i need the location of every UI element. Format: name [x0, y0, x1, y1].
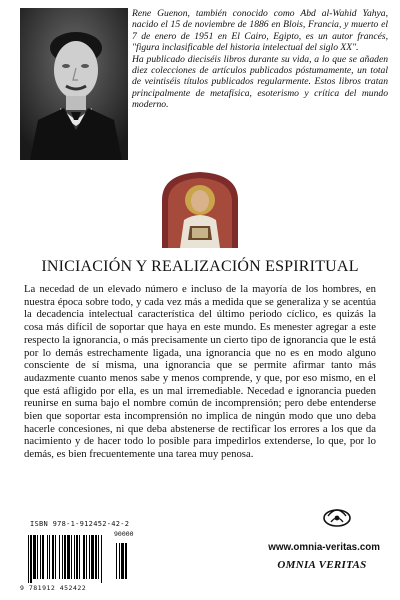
author-portrait	[20, 8, 128, 160]
publisher-logo	[322, 502, 352, 532]
description-paragraph: La necedad de un elevado número e incluso de la mayoría de los hombres, en nuestra época sobre todo, y cada vez más a medida que se generaliza y se acentúa la decadencia intelectual característica del último periodo cíclico, es quizás la cosa más difícil de soportar que haya en este mundo. Es menester agregar a este respecto la ignorancia, o más precisamente un cierto tipo de ignorancia que le está por lo demás estrechamente ligada, una ignorancia que no es en modo alguno consciente de sí misma, una ignorancia que se permite afirmar tanto más audazmente cuanto menos sabe y menos comprende, y que, por eso mismo, en el que está afligido por ella, es un mal irremediable. Necedad e ignorancia pueden reunirse en suma bajo el nombre común de incomprensión; pero debe entenderse bien que soportar esta incomprensión no implica de ningún modo que uno deba hacerle concesiones, ni que deba abstenerse de rectificar los errores a los que da nacimiento y de hacer todo lo posible para impedirlos extenderse, lo que, por lo demás, es bien frecuentemente una tarea muy penosa.	[24, 283, 376, 461]
publisher-name: OMNIA VERITAS	[277, 559, 367, 571]
publisher-website[interactable]: www.omnia-veritas.com	[268, 542, 380, 553]
bio-paragraph-2: Ha publicado dieciséis libros durante su vida, a lo que se añaden diez colecciones de artículos publicados póstumamente, un total de veintiséis títulos publicados regularmente. Estos libros tratan principalmente de metafísica, esoterismo y crítica del mundo moderno.	[132, 53, 388, 111]
barcode-digits: 9 781912 452422	[20, 584, 87, 592]
religious-painting	[152, 170, 248, 248]
bio-paragraph-1: Rene Guenon, también conocido como Abd al-Wahid Yahya, nacido el 15 de noviembre de 1886 en Blois, Francia, y muerto el 7 de enero de 1951 en El Cairo, Egipto, es un autor francés, "figura inclasificable del historia intelectual del siglo XX".	[132, 8, 388, 54]
painting-image	[152, 170, 248, 248]
isbn-barcode	[24, 519, 140, 591]
portrait-image	[20, 8, 128, 160]
isbn-label: ISBN 978-1-912452-42-2	[30, 520, 130, 528]
book-description	[24, 283, 376, 461]
book-title: INICIACIÓN Y REALIZACIÓN ESPIRITUAL	[41, 258, 359, 275]
author-bio	[132, 8, 388, 111]
price-code: 90000	[114, 530, 134, 538]
